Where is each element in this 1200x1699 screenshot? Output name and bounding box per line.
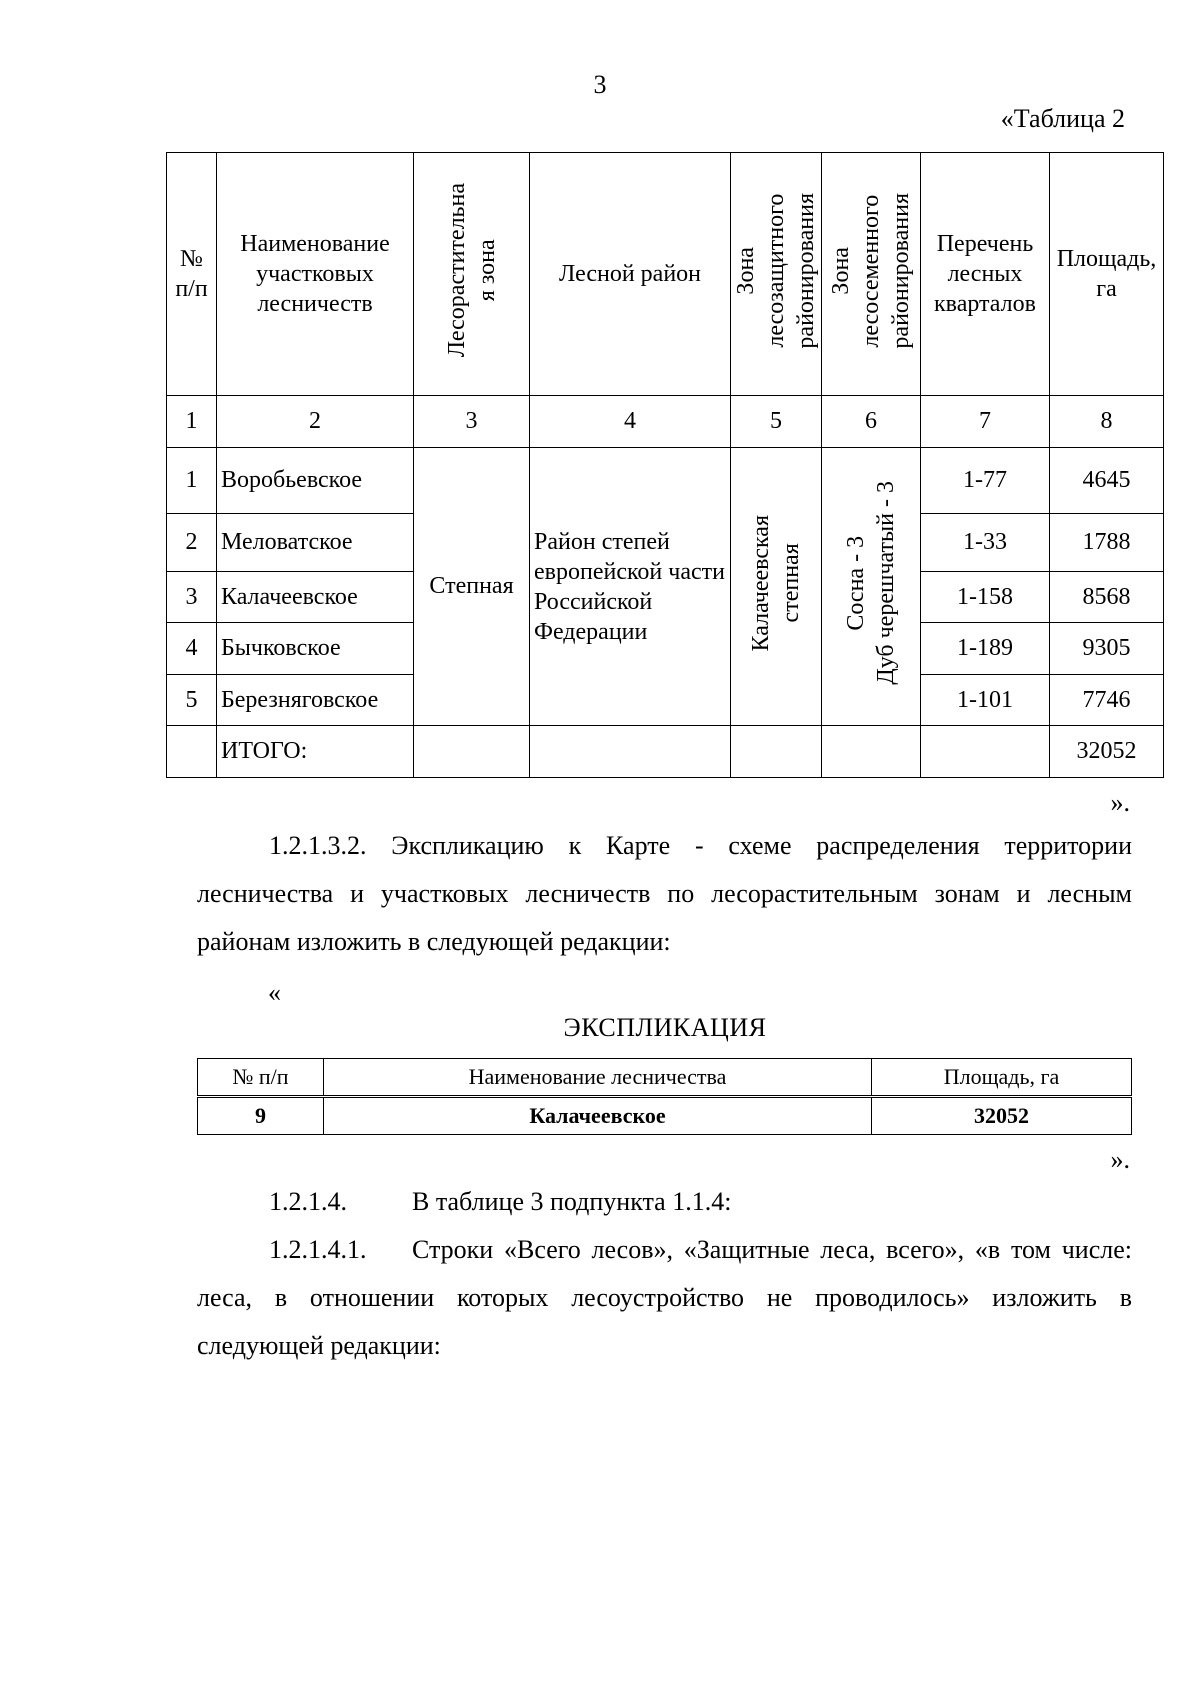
table-caption: «Таблица 2 (1000, 104, 1125, 133)
total-empty-cell (822, 726, 921, 778)
header-veg-zone: Лесорастительна я зона (414, 153, 530, 396)
table-row (167, 448, 1164, 514)
row-num: 2 (167, 514, 217, 572)
col-number: 3 (414, 396, 530, 448)
row-num: 5 (167, 675, 217, 726)
table-header-row (167, 153, 1164, 396)
col-number: 5 (731, 396, 822, 448)
table-close-quote: ». (1110, 788, 1130, 817)
paragraph-explication-intro: 1.2.1.3.2. Экспликацию к Карте - схеме распределения территории лесничества и участковых лесничеств по лесорастительным зонам и лесным районам изложить в следующей редакции: (197, 831, 1132, 956)
total-empty-cell (167, 726, 217, 778)
explication-open-quote: « (268, 978, 281, 1007)
col-number: 4 (530, 396, 731, 448)
row-area: 7746 (1050, 675, 1164, 726)
item-number: 1.2.1.4.1. (269, 1235, 367, 1264)
merged-district: Район степей европейской части Российской Федерации (530, 448, 731, 726)
row-name: Меловатское (217, 514, 414, 572)
row-quarters: 1-101 (921, 675, 1050, 726)
forestry-table (166, 152, 1164, 778)
merged-protective-zone: Калачеевская степная (731, 448, 822, 726)
header-area: Площадь, га (1050, 153, 1164, 396)
row-num: 4 (167, 623, 217, 675)
header-quarters: Перечень лесных кварталов (921, 153, 1050, 396)
row-area: 8568 (1050, 572, 1164, 623)
row-num: 1 (167, 448, 217, 514)
expl-row-area: 32052 (872, 1097, 1132, 1135)
col-number: 8 (1050, 396, 1164, 448)
row-name: Калачеевское (217, 572, 414, 623)
explication-close-quote: ». (1110, 1145, 1130, 1174)
expl-row-name: Калачеевское (324, 1097, 872, 1135)
expl-header-num: № п/п (198, 1059, 324, 1097)
explication-row (198, 1097, 1132, 1135)
page-number: 3 (593, 70, 607, 99)
col-number: 2 (217, 396, 414, 448)
col-number: 7 (921, 396, 1050, 448)
explication-table (197, 1058, 1132, 1135)
item-text: Строки «Всего лесов», «Защитные леса, всего», «в том числе: леса, в отношении которых лесоустройство не проводилось» изложить в следующей редакции: (197, 1235, 1132, 1360)
total-empty-cell (414, 726, 530, 778)
col-number: 6 (822, 396, 921, 448)
merged-veg-zone: Степная (414, 448, 530, 726)
header-name: Наименование участковых лесничеств (217, 153, 414, 396)
row-name: Воробьевское (217, 448, 414, 514)
total-empty-cell (530, 726, 731, 778)
total-label: ИТОГО: (217, 726, 414, 778)
row-quarters: 1-189 (921, 623, 1050, 675)
expl-header-area: Площадь, га (872, 1059, 1132, 1097)
header-seed-zone: Зона лесосеменного районирования (822, 153, 921, 396)
row-area: 4645 (1050, 448, 1164, 514)
column-number-row (167, 396, 1164, 448)
item-number: 1.2.1.4. (269, 1187, 347, 1216)
expl-row-num: 9 (198, 1097, 324, 1135)
total-row (167, 726, 1164, 778)
row-quarters: 1-158 (921, 572, 1050, 623)
row-name: Бычковское (217, 623, 414, 675)
item-text: В таблице 3 подпункта 1.1.4: (412, 1187, 732, 1216)
merged-seed-zone: Сосна - 3 Дуб черешчатый - 3 (822, 448, 921, 726)
total-area: 32052 (1050, 726, 1164, 778)
item-1-2-1-4 (197, 1178, 1132, 1226)
row-quarters: 1-77 (921, 448, 1050, 514)
row-area: 9305 (1050, 623, 1164, 675)
explication-header-row (198, 1059, 1132, 1097)
row-num: 3 (167, 572, 217, 623)
item-1-2-1-4-1 (197, 1226, 1132, 1370)
header-num: № п/п (167, 153, 217, 396)
explication-title: ЭКСПЛИКАЦИЯ (563, 1013, 767, 1042)
total-empty-cell (921, 726, 1050, 778)
col-number: 1 (167, 396, 217, 448)
header-district: Лесной район (530, 153, 731, 396)
row-quarters: 1-33 (921, 514, 1050, 572)
total-empty-cell (731, 726, 822, 778)
expl-header-name: Наименование лесничества (324, 1059, 872, 1097)
row-name: Березняговское (217, 675, 414, 726)
row-area: 1788 (1050, 514, 1164, 572)
header-protective-zone: Зона лесозащитного районирования (731, 153, 822, 396)
